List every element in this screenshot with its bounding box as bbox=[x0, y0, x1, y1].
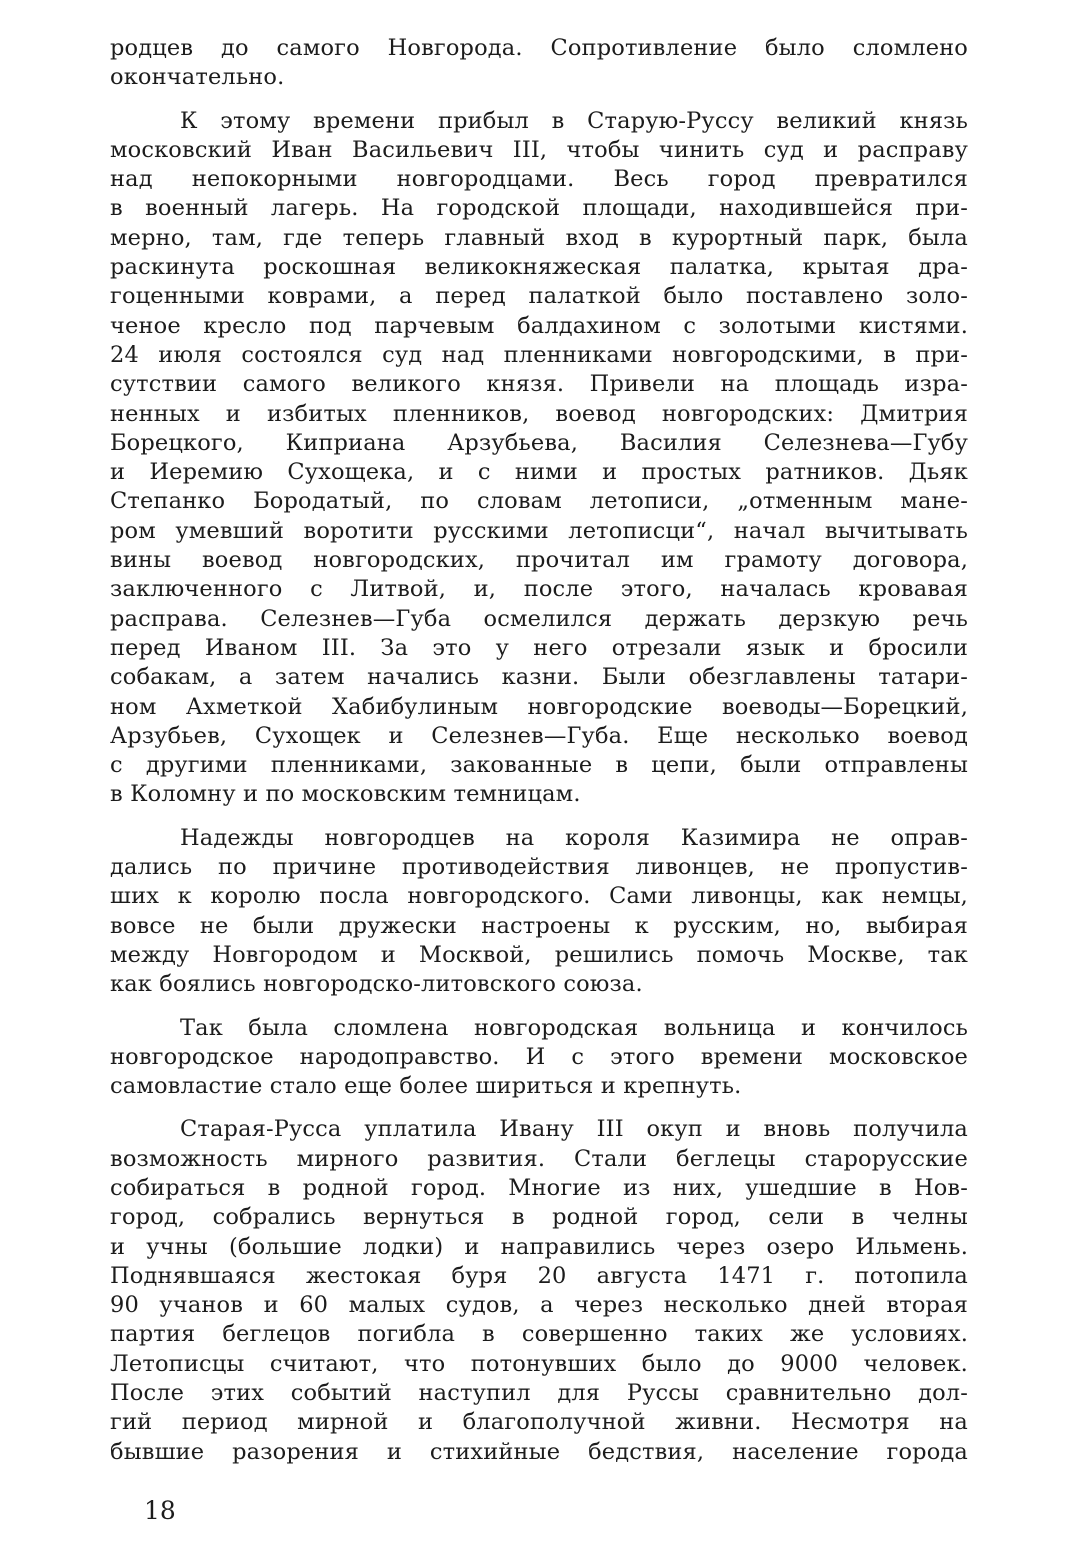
text-line: как боялись новгородско-литовского союза. bbox=[110, 971, 643, 998]
page-number: 18 bbox=[144, 1496, 176, 1525]
text-line: город, собрались вернуться в родной город, сели в челны bbox=[110, 1204, 968, 1231]
text-line: дались по причине противодействия ливонцев, не пропустив- bbox=[110, 854, 968, 881]
text-line: новгородское народоправство. И с этого времени московское bbox=[110, 1043, 968, 1070]
text-line: раскинута роскошная великокняжеская палатка, крытая дра- bbox=[110, 254, 968, 281]
text-line: ших к королю посла новгородского. Сами ливонцы, как немцы, bbox=[110, 883, 968, 910]
text-line: Старая-Русса уплатила Ивану III окуп и вновь получила bbox=[180, 1116, 968, 1143]
text-line: московский Иван Васильевич III, чтобы чинить суд и расправу bbox=[110, 136, 968, 163]
paragraph bbox=[110, 34, 968, 93]
text-line: 90 учанов и 60 малых судов, а через несколько дней вторая bbox=[110, 1292, 968, 1319]
text-line: ченое кресло под парчевым балдахином с золотыми кистями. bbox=[110, 312, 968, 339]
text-line: сутствии самого великого князя. Привели на площадь изра- bbox=[110, 371, 968, 398]
text-line: над непокорными новгородцами. Весь город превратился bbox=[110, 166, 968, 193]
text-line: Арзубьев, Сухощек и Селезнев—Губа. Еще несколько воевод bbox=[110, 722, 968, 749]
paragraph bbox=[110, 107, 968, 810]
text-line: 24 июля состоялся суд над пленниками новгородскими, в при- bbox=[110, 341, 968, 368]
text-line: родцев до самого Новгорода. Сопротивление было сломлено bbox=[110, 35, 968, 61]
text-line: Борецкого, Киприана Арзубьева, Василия Селезнева—Губу bbox=[110, 429, 968, 456]
paragraph bbox=[110, 1014, 968, 1102]
text-line: Летописцы считают, что потонувших было до 9000 человек. bbox=[110, 1350, 968, 1377]
text-line: в Коломну и по московским темницам. bbox=[110, 781, 581, 808]
text-line: возможность мирного развития. Стали беглецы старорусские bbox=[110, 1145, 968, 1172]
text-line: и учны (большие лодки) и направились через озеро Ильмень. bbox=[110, 1233, 968, 1260]
text-line: перед Иваном III. За это у него отрезали язык и бросили bbox=[110, 634, 968, 661]
text-line: заключенного с Литвой, и, после этого, началась кровавая bbox=[110, 576, 968, 603]
text-line: между Новгородом и Москвой, решились помочь Москве, так bbox=[110, 941, 968, 968]
text-line: Так была сломлена новгородская вольница и кончилось bbox=[180, 1014, 968, 1041]
text-line: К этому времени прибыл в Старую-Руссу великий князь bbox=[180, 107, 968, 134]
paragraph bbox=[110, 1115, 968, 1467]
text-line: Степанко Бородатый, по словам летописи, „отменным мане- bbox=[110, 488, 968, 515]
text-line: мерно, там, где теперь главный вход в курортный парк, была bbox=[110, 224, 968, 251]
text-line: бывшие разорения и стихийные бедствия, население города bbox=[110, 1438, 968, 1465]
text-line: гий период мирной и благополучной живни. Несмотря на bbox=[110, 1409, 968, 1436]
text-line: самовластие стало еще более шириться и крепнуть. bbox=[110, 1073, 742, 1100]
text-line: и Иеремию Сухощека, и с ними и простых ратников. Дьяк bbox=[110, 459, 968, 486]
text-line: окончательно. bbox=[110, 64, 285, 91]
text-line: собираться в родной город. Многие из них, ушедшие в Нов- bbox=[110, 1174, 968, 1201]
text-line: вины воевод новгородских, прочитал им грамоту договора, bbox=[110, 547, 968, 574]
text-line: После этих событий наступил для Руссы сравнительно дол- bbox=[110, 1380, 968, 1407]
page-text bbox=[110, 34, 968, 1467]
text-line: Надежды новгородцев на короля Казимира не оправ- bbox=[180, 824, 968, 851]
text-line: ненных и избитых пленников, воевод новгородских: Дмитрия bbox=[110, 400, 968, 427]
text-line: расправа. Селезнев—Губа осмелился держать дерзкую речь bbox=[110, 605, 968, 632]
paragraph bbox=[110, 824, 968, 1000]
text-line: партия беглецов погибла в совершенно таких же условиях. bbox=[110, 1321, 968, 1348]
text-line: ром умевший воротити русскими летописци“, начал вычитывать bbox=[110, 517, 968, 544]
text-line: ном Ахметкой Хабибулиным новгородские воеводы—Борецкий, bbox=[110, 693, 968, 720]
text-line: с другими пленниками, закованные в цепи, были отправлены bbox=[110, 752, 968, 779]
text-line: Поднявшаяся жестокая буря 20 августа 1471 г. потопила bbox=[110, 1262, 968, 1289]
text-line: собакам, а затем начались казни. Были обезглавлены татари- bbox=[110, 664, 968, 691]
text-line: в военный лагерь. На городской площади, находившейся при- bbox=[110, 195, 968, 222]
text-line: гоценными коврами, а перед палаткой было поставлено золо- bbox=[110, 283, 968, 310]
text-line: вовсе не были дружески настроены к русским, но, выбирая bbox=[110, 912, 968, 939]
